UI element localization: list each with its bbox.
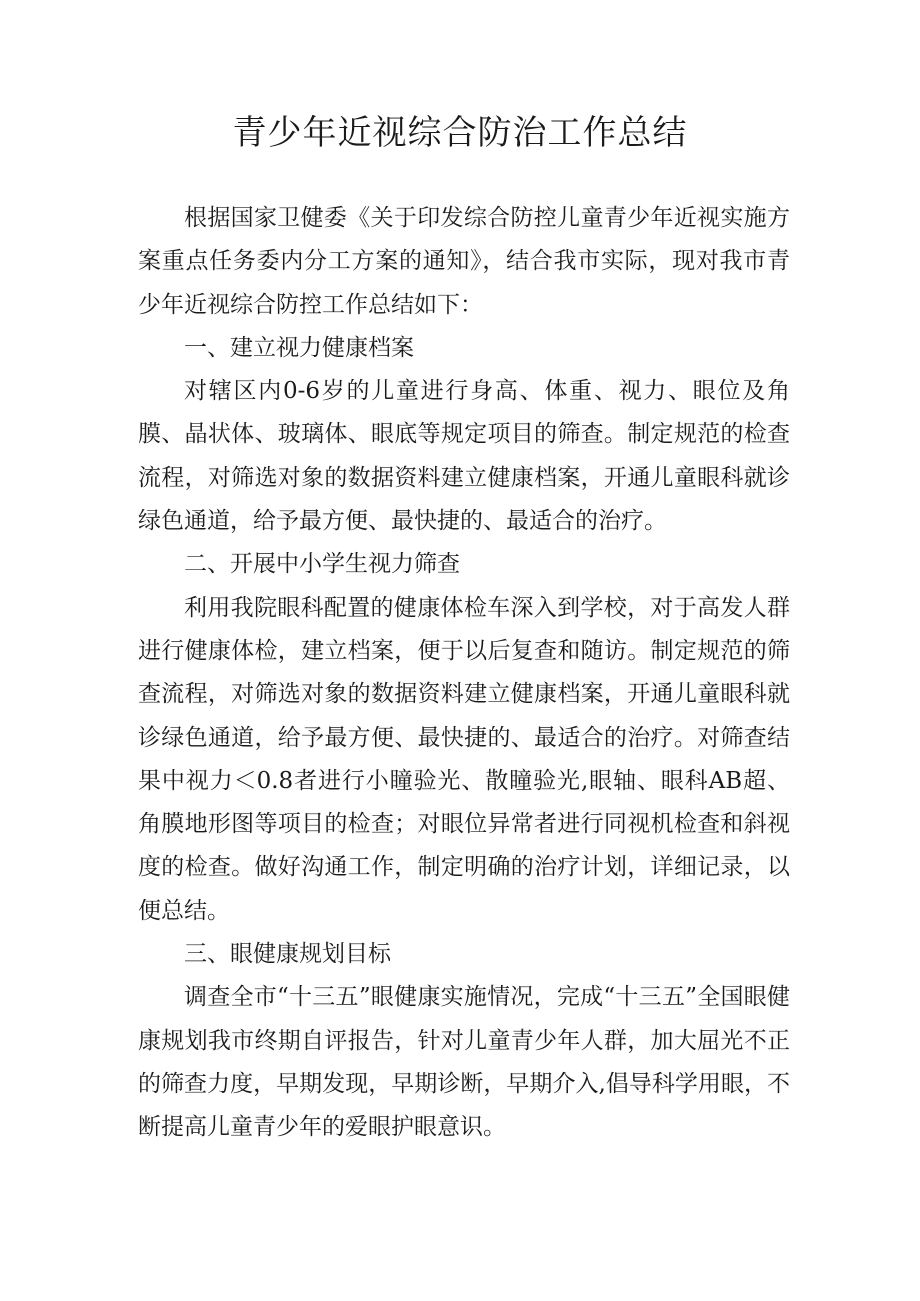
section-heading-3: 三、眼健康规划目标 — [184, 941, 391, 968]
section-heading-2: 二、开展中小学生视力筛查 — [184, 551, 460, 578]
section-body-2: 利用我院眼科配置的健康体检车深入到学校，对于高发人群进行健康体检，建立档案，便于以后复查和随访。制定规范的筛查流程，对筛选对象的数据资料建立健康档案，开通儿童眼科就诊绿色通道，给予最方便、最快捷的、最适合的治疗。对筛查结果中视力＜0.8者进行小瞳验光、散瞳验光,眼轴、眼科AB超、角膜地形图等项目的检查；对眼位异常者进行同视机检查和斜视度的检查。做好沟通工作，制定明确的治疗计划，详细记录，以便总结。 — [138, 594, 790, 924]
document-body — [138, 197, 790, 1150]
section-body-3: 调查全市“十三五”眼健康实施情况，完成“十三五”全国眼健康规划我市终期自评报告，针对儿童青少年人群，加大屈光不正的筛查力度，早期发现，早期诊断，早期介入,倡导科学用眼，不断提高儿童青少年的爱眼护眼意识。 — [138, 984, 790, 1141]
intro-paragraph: 根据国家卫健委《关于印发综合防控儿童青少年近视实施方案重点任务委内分工方案的通知》，结合我市实际，现对我市青少年近视综合防控工作总结如下： — [138, 205, 790, 318]
document-title: 青少年近视综合防治工作总结 — [232, 113, 688, 153]
section-heading-1: 一、建立视力健康档案 — [184, 334, 414, 361]
section-body-1: 对辖区内0-6岁的儿童进行身高、体重、视力、眼位及角膜、晶状体、玻璃体、眼底等规定项目的筛查。制定规范的检查流程，对筛选对象的数据资料建立健康档案，开通儿童眼科就诊绿色通道，给予最方便、最快捷的、最适合的治疗。 — [138, 378, 790, 535]
